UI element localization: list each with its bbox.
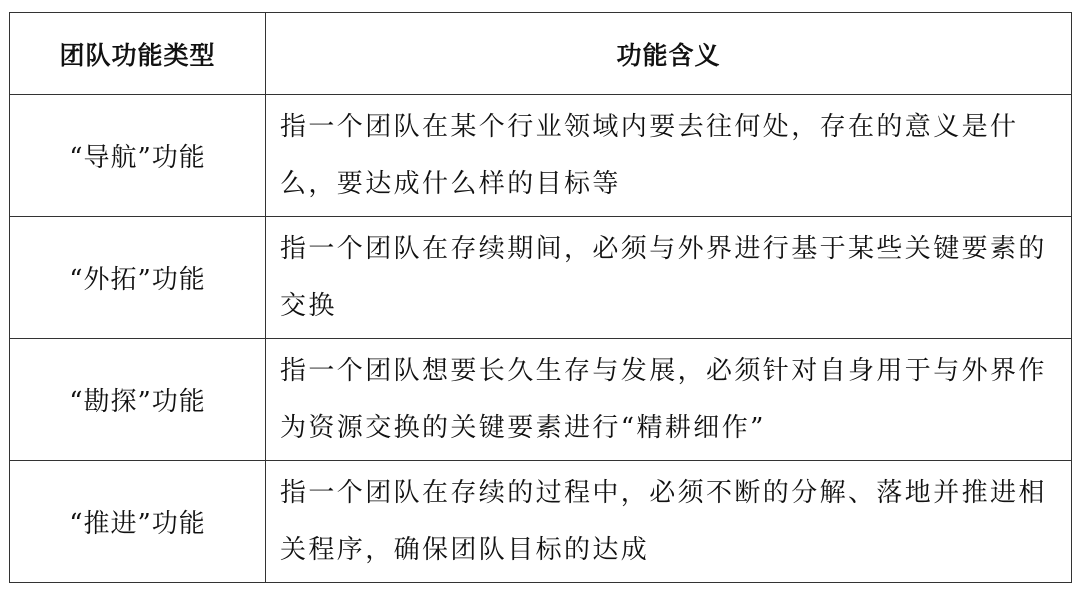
team-function-table — [9, 12, 1072, 583]
function-meaning-cell: 指一个团队在存续期间，必须与外界进行基于某些关键要素的交换 — [266, 217, 1072, 339]
function-type-cell: “推进”功能 — [10, 461, 266, 583]
function-meaning-cell: 指一个团队在存续的过程中，必须不断的分解、落地并推进相关程序，确保团队目标的达成 — [266, 461, 1072, 583]
function-type-cell: “勘探”功能 — [10, 339, 266, 461]
function-meaning-cell: 指一个团队想要长久生存与发展，必须针对自身用于与外界作为资源交换的关键要素进行“精耕细作” — [266, 339, 1072, 461]
header-function-meaning: 功能含义 — [266, 13, 1072, 95]
table-row — [10, 339, 1072, 461]
table-row — [10, 461, 1072, 583]
function-type-cell: “导航”功能 — [10, 95, 266, 217]
function-type-cell: “外拓”功能 — [10, 217, 266, 339]
table-row — [10, 217, 1072, 339]
function-meaning-cell: 指一个团队在某个行业领域内要去往何处，存在的意义是什么，要达成什么样的目标等 — [266, 95, 1072, 217]
table-row — [10, 95, 1072, 217]
header-row — [10, 13, 1072, 95]
header-function-type: 团队功能类型 — [10, 13, 266, 95]
